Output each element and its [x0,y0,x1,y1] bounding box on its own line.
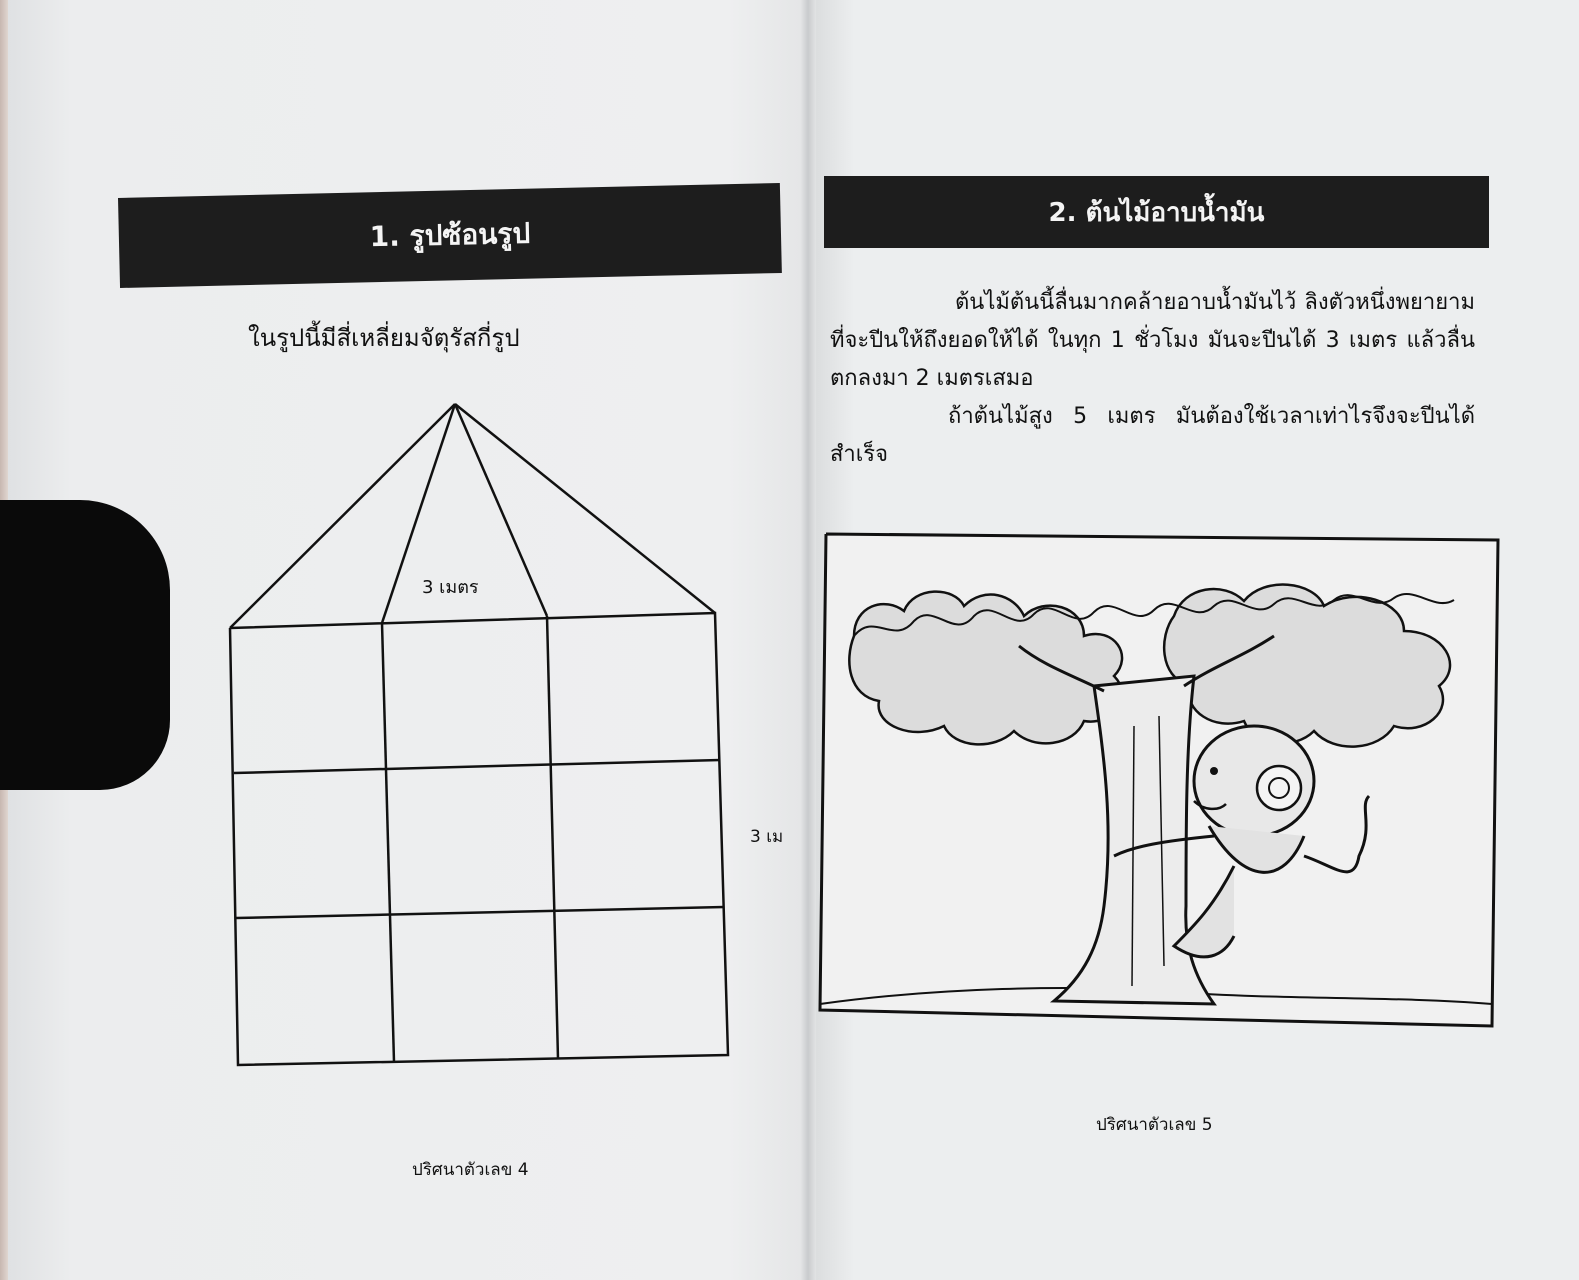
puzzle-1-heading [118,183,782,288]
puzzle-2-paragraph-1: ต้นไม้ต้นนี้ลื่นมากคล้ายอาบน้ำมันไว้ ลิงตัวหนึ่งพยายามที่จะปีนให้ถึงยอดให้ได้ ในทุก 1 ชั่วโมง มันจะปีนได้ 3 เมตร แล้วลื่นตกลงมา 2 เมตรเสมอ [830,290,1475,391]
monkey-climbing-tree-illustration [814,526,1504,1066]
left-page-footer: ปริศนาตัวเลข 4 [412,1160,529,1180]
puzzle-2-heading-text: 2. ต้นไม้อาบน้ำมัน [1048,197,1265,228]
right-page-footer: ปริศนาตัวเลข 5 [1096,1115,1213,1135]
house-grid-figure [210,390,810,1080]
puzzle-2-paragraph-2: ถ้าต้นไม้สูง 5 เมตร มันต้องใช้เวลาเท่าไรจึงจะปีนได้สำเร็จ [830,404,1475,467]
puzzle-2-heading [824,176,1489,248]
dimension-label-top: 3 เมตร [422,577,479,598]
puzzle-1-heading-text: 1. รูปซ้อนรูป [369,216,531,254]
thumb-shadow [0,500,170,790]
dimension-label-side: 3 เม [750,827,784,847]
puzzle-1-question: ในรูปนี้มีสี่เหลี่ยมจัตุรัสกี่รูป [248,324,520,352]
